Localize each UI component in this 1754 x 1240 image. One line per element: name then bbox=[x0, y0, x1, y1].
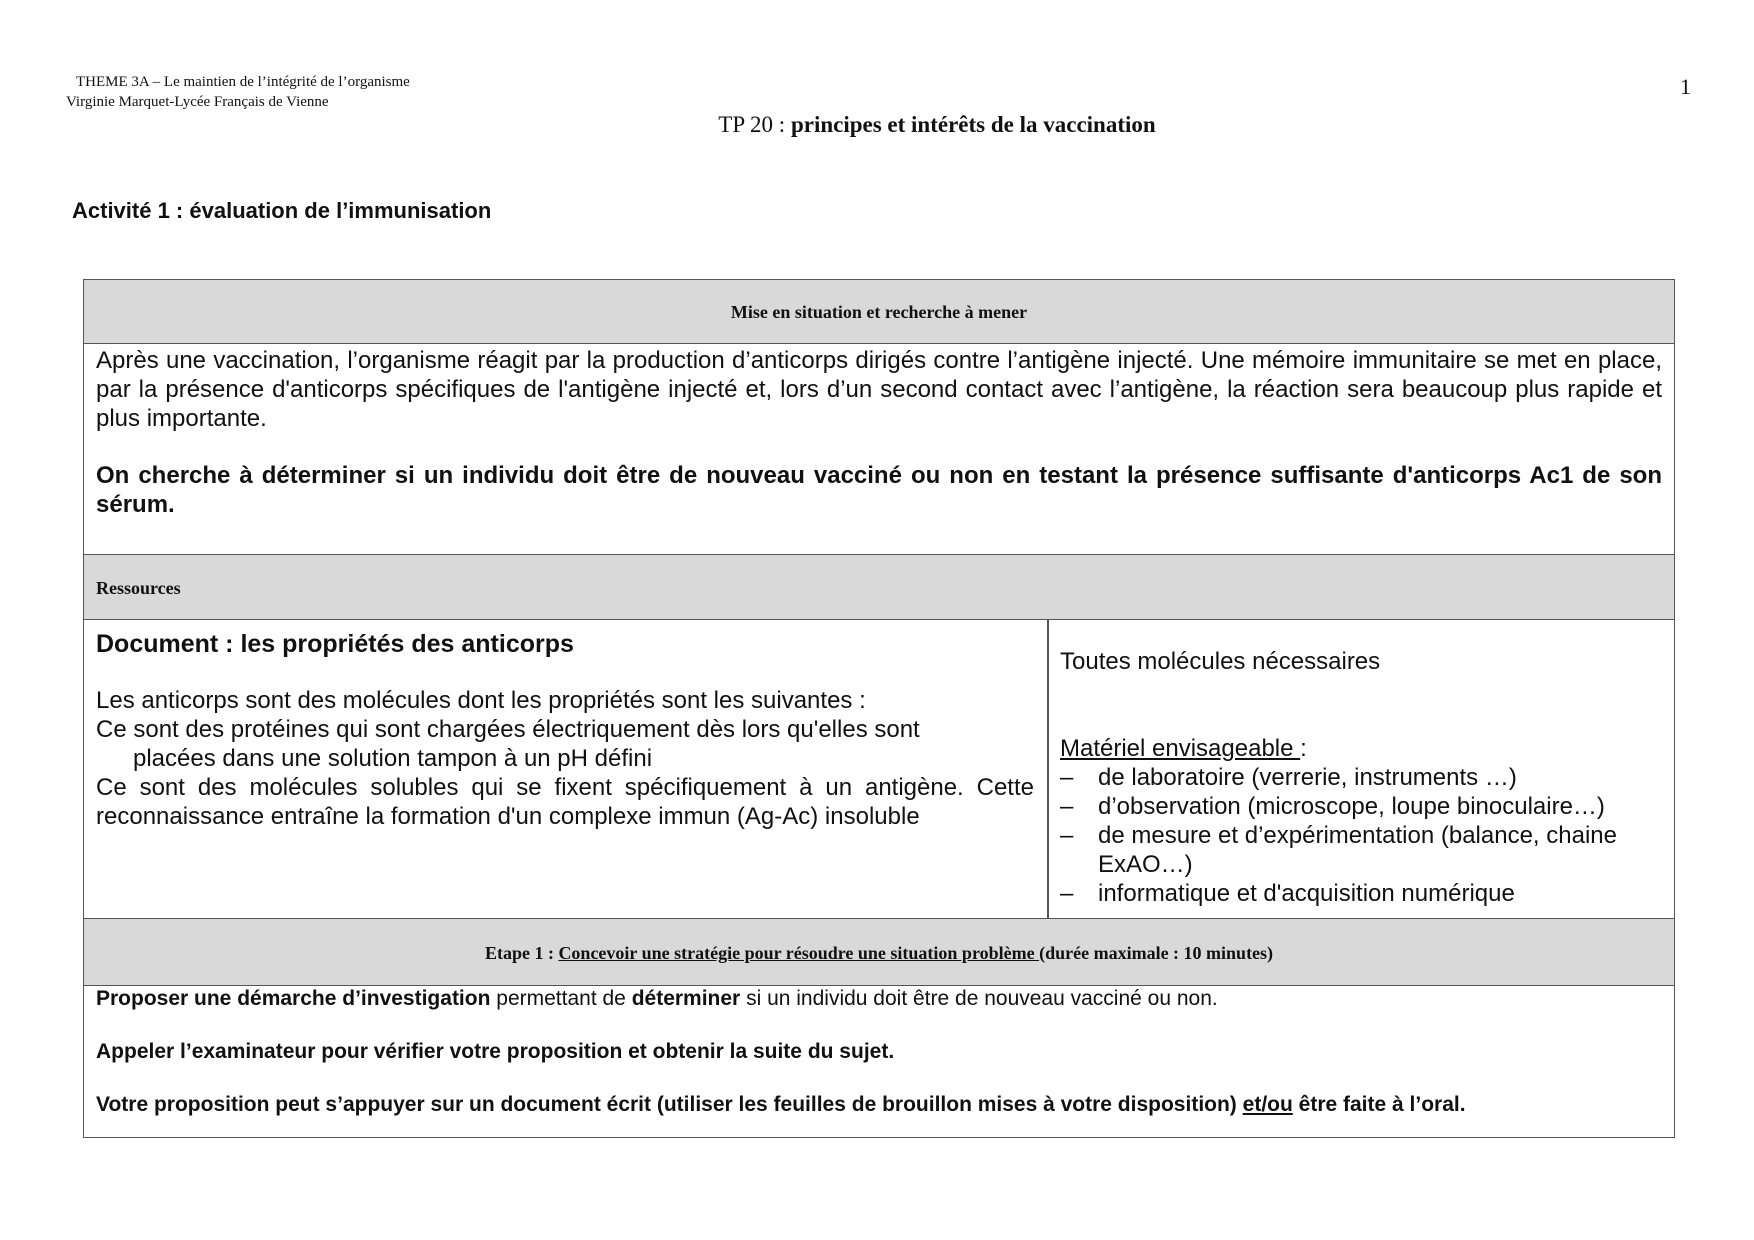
instruction-text: permettant de bbox=[490, 987, 632, 1010]
document-line: Ce sont des protéines qui sont chargées électriquement dès lors qu'elles sont bbox=[96, 716, 920, 743]
step-instructions bbox=[96, 986, 1662, 1118]
material-cell bbox=[1060, 647, 1660, 908]
theme-header: THEME 3A – Le maintien de l’intégrité de l’organisme bbox=[76, 74, 410, 90]
instruction-line bbox=[96, 986, 1662, 1012]
situation-cell bbox=[96, 346, 1662, 519]
step-duration: (durée maximale : 10 minutes) bbox=[1039, 943, 1274, 963]
activity-heading: Activité 1 : évaluation de l’immunisation bbox=[72, 198, 492, 223]
material-item-text: informatique et d'acquisition numérique bbox=[1098, 880, 1515, 907]
document-cell bbox=[96, 630, 1034, 831]
instruction-text: Votre proposition peut s’appuyer sur un document écrit (utiliser les feuilles de brouillon mises à votre disposition) bbox=[96, 1093, 1243, 1116]
author-header: Virginie Marquet-Lycée Français de Vienne bbox=[66, 94, 329, 110]
step-task: Concevoir une stratégie pour résoudre une situation problème bbox=[558, 943, 1040, 963]
title-prefix: TP 20 : bbox=[718, 112, 791, 137]
research-question: On cherche à déterminer si un individu doit être de nouveau vacciné ou non en testant la présence suffisante d'anticorps Ac1 de son sérum. bbox=[96, 462, 1662, 518]
material-item bbox=[1060, 879, 1660, 908]
material-item-text: de mesure et d’expérimentation (balance, chaine ExAO…) bbox=[1098, 822, 1617, 878]
material-item bbox=[1060, 763, 1660, 792]
step-heading bbox=[84, 918, 1674, 986]
page-number: 1 bbox=[1680, 74, 1691, 99]
dash-icon: – bbox=[1060, 822, 1074, 849]
document-title: Document : les propriétés des anticorps bbox=[96, 630, 574, 658]
instruction-text: si un individu doit être de nouveau vacciné ou non. bbox=[740, 987, 1218, 1010]
instruction-bold: Proposer une démarche d’investigation bbox=[96, 987, 491, 1010]
dash-icon: – bbox=[1060, 880, 1074, 907]
material-item-text: de laboratoire (verrerie, instruments …) bbox=[1098, 764, 1517, 791]
dash-icon: – bbox=[1060, 764, 1074, 791]
resources-heading: Ressources bbox=[84, 554, 1674, 620]
material-label-text: Matériel envisageable bbox=[1060, 735, 1301, 762]
instruction-line: Appeler l’examinateur pour vérifier votre proposition et obtenir la suite du sujet. bbox=[96, 1040, 895, 1063]
instruction-underlined: et/ou bbox=[1242, 1093, 1293, 1116]
material-colon: : bbox=[1300, 735, 1307, 762]
material-label bbox=[1060, 734, 1660, 763]
instruction-bold: déterminer bbox=[631, 987, 741, 1010]
material-item bbox=[1060, 792, 1660, 821]
dash-icon: – bbox=[1060, 793, 1074, 820]
situation-intro: Après une vaccination, l’organisme réagit par la production d’anticorps dirigés contre l’antigène injecté. Une mémoire immunitaire se met en place, par la présence d'anticorps spécifiques de l'antigène injecté et, lors d’un second contact avec l’antigène, la réaction sera beaucoup plus rapide et plus importante. bbox=[96, 347, 1662, 432]
material-item-text: d’observation (microscope, loupe binoculaire…) bbox=[1098, 793, 1605, 820]
molecules-text: Toutes molécules nécessaires bbox=[1060, 648, 1381, 675]
document-line: Ce sont des molécules solubles qui se fixent spécifiquement à un antigène. Cette bbox=[96, 774, 1034, 801]
situation-heading: Mise en situation et recherche à mener bbox=[84, 280, 1674, 344]
document-line: reconnaissance entraîne la formation d'un complexe immun (Ag-Ac) insoluble bbox=[96, 803, 920, 830]
material-item bbox=[1060, 821, 1660, 879]
title-main: principes et intérêts de la vaccination bbox=[790, 112, 1156, 137]
document-line: placées dans une solution tampon à un pH défini bbox=[133, 745, 653, 772]
document-line: Les anticorps sont des molécules dont les propriétés sont les suivantes : bbox=[96, 687, 866, 714]
step-label: Etape 1 : bbox=[484, 943, 559, 963]
resources-divider bbox=[1047, 620, 1049, 918]
page-title bbox=[0, 112, 1754, 138]
instruction-text: être faite à l’oral. bbox=[1292, 1093, 1466, 1116]
instruction-line bbox=[96, 1092, 1662, 1118]
activity-table bbox=[83, 279, 1675, 1138]
